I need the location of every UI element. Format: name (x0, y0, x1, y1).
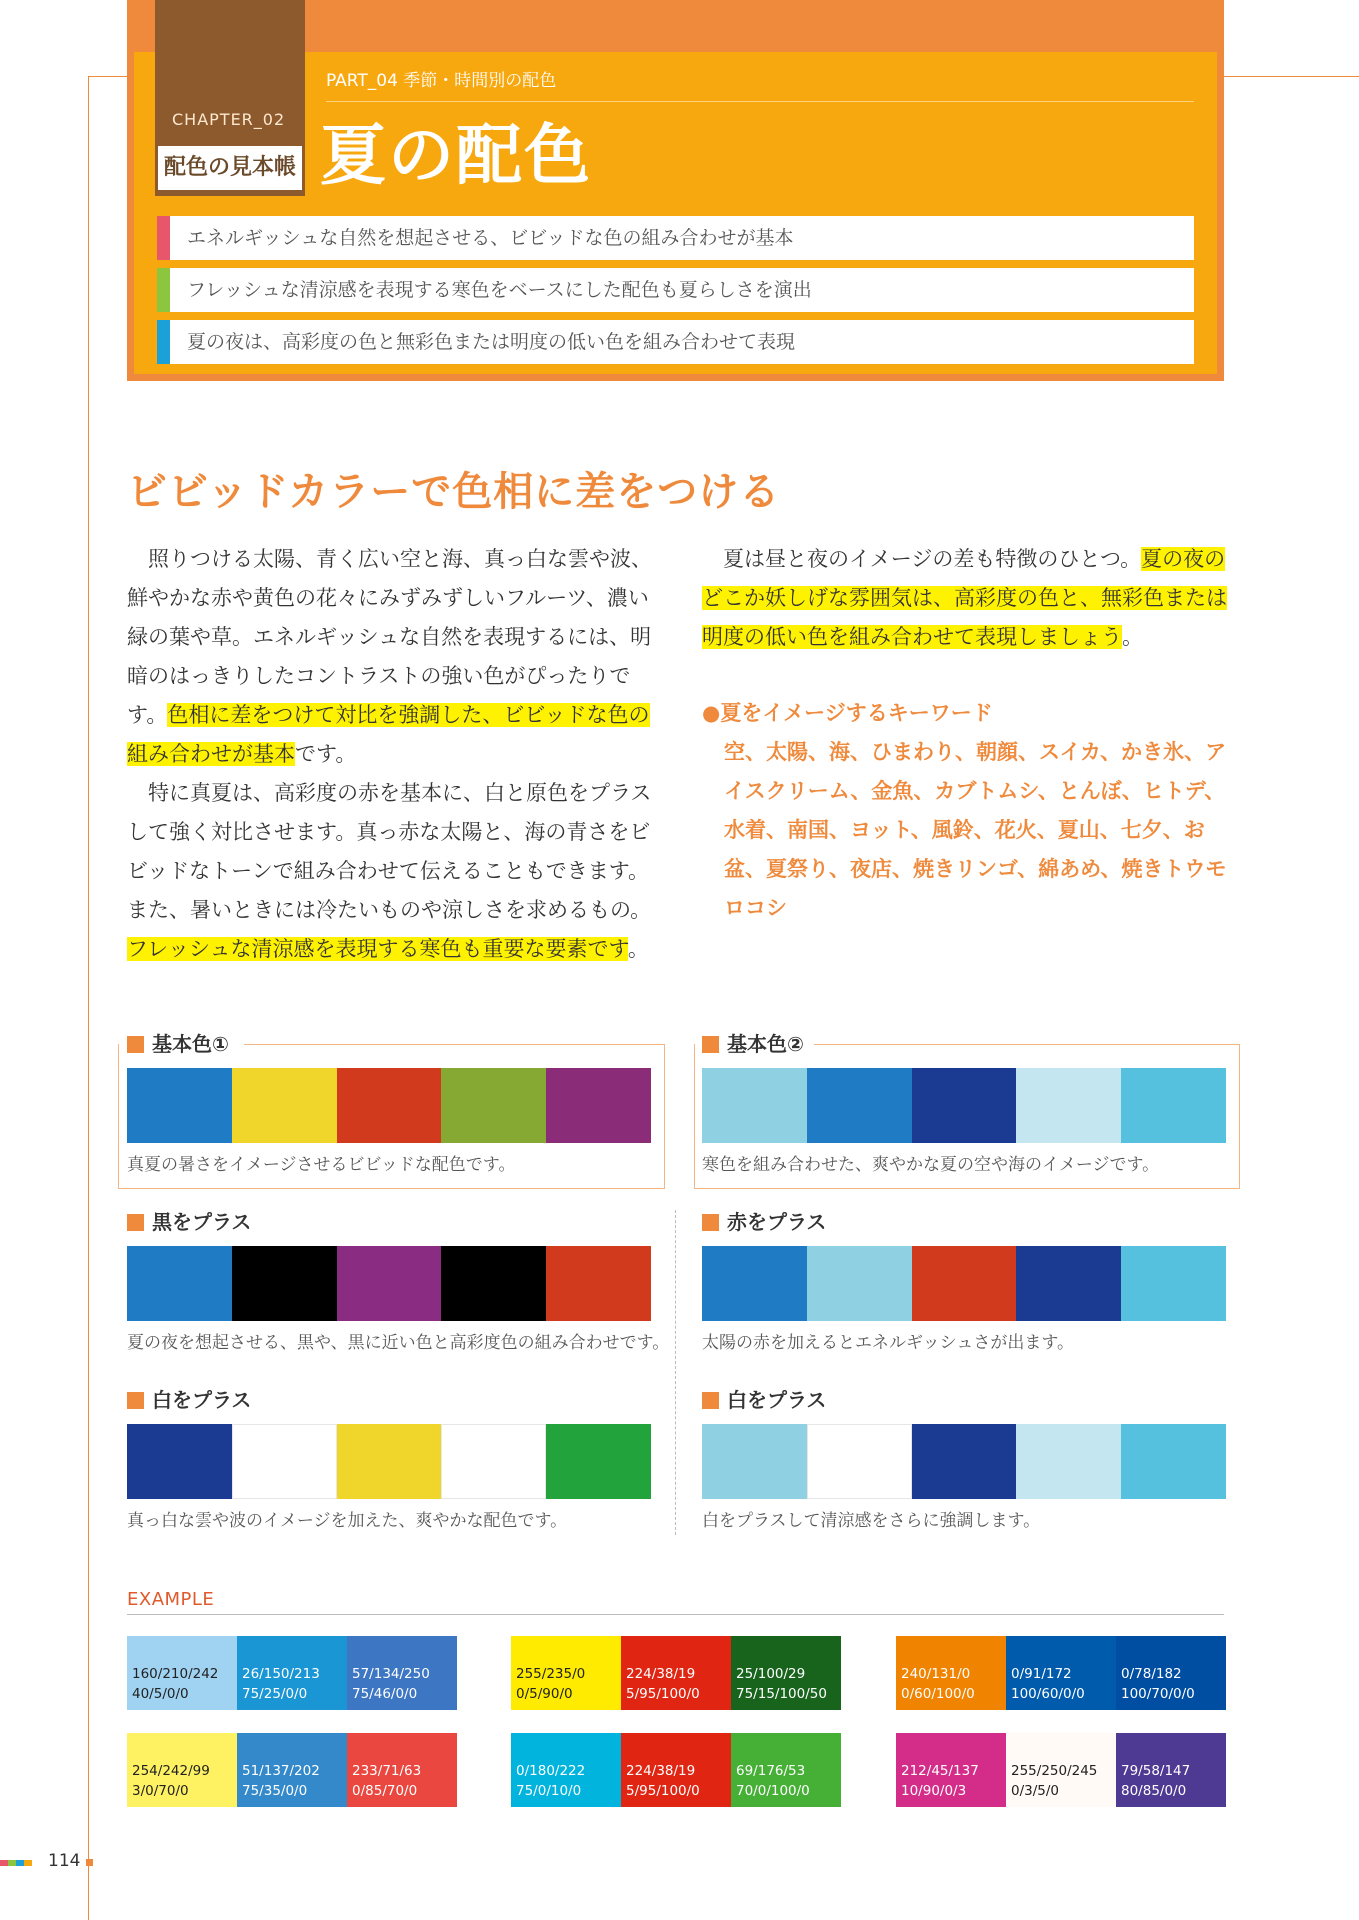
rgb-value: 255/235/0 (516, 1666, 586, 1682)
rgb-value: 254/242/99 (132, 1763, 210, 1779)
cmyk-value: 40/5/0/0 (132, 1686, 189, 1702)
cmyk-value: 5/95/100/0 (626, 1783, 700, 1799)
cmyk-value: 3/0/70/0 (132, 1783, 189, 1799)
example-swatch (127, 1636, 237, 1710)
rgb-value: 26/150/213 (242, 1666, 320, 1682)
key-point (157, 268, 1194, 312)
cmyk-value: 0/85/70/0 (352, 1783, 418, 1799)
book-section-label: 配色の見本帳 (158, 146, 302, 190)
example-label: EXAMPLE (127, 1589, 215, 1610)
palette-swatches (127, 1424, 651, 1499)
chapter-label: CHAPTER_02 (172, 110, 286, 129)
example-swatch (1116, 1636, 1226, 1710)
color-swatch (807, 1424, 912, 1499)
keyword-heading: ●夏をイメージするキーワード (702, 701, 993, 725)
key-point-color-bar (157, 320, 170, 364)
example-row (511, 1733, 841, 1807)
color-swatch (912, 1246, 1017, 1321)
highlight-text: 夏の夜のどこか妖しげな雰囲気は、高彩度の色と、無彩色または明度の低い色を組み合わせて表現しましょう (702, 547, 1227, 649)
palette-swatches (127, 1068, 651, 1143)
frame-line-top-left (88, 76, 130, 77)
color-swatch (127, 1068, 232, 1143)
color-swatch (912, 1068, 1017, 1143)
example-swatch (731, 1636, 841, 1710)
palette-swatches (702, 1424, 1226, 1499)
palette-swatches (127, 1246, 651, 1321)
footer-bar-segment (16, 1860, 24, 1866)
color-swatch (1016, 1068, 1121, 1143)
palette-title: 白をプラス (702, 1388, 826, 1412)
color-swatch (912, 1424, 1017, 1499)
color-swatch (702, 1424, 807, 1499)
page-number: 114 (48, 1851, 81, 1871)
palette-swatches (702, 1246, 1226, 1321)
key-point-color-bar (157, 268, 170, 312)
palette-description: 白をプラスして清涼感をさらに強調します。 (702, 1511, 1041, 1531)
example-swatch (896, 1733, 1006, 1807)
example-swatch (237, 1636, 347, 1710)
cmyk-value: 75/0/10/0 (516, 1783, 582, 1799)
color-swatch (337, 1068, 442, 1143)
color-swatch (441, 1068, 546, 1143)
key-point-text: フレッシュな清涼感を表現する寒色をベースにした配色も夏らしさを演出 (187, 279, 812, 301)
page-title: 夏の配色 (320, 117, 592, 194)
example-row (127, 1733, 457, 1807)
color-swatch (1121, 1246, 1226, 1321)
example-row (511, 1636, 841, 1710)
example-row (896, 1636, 1226, 1710)
palette-description: 真っ白な雲や波のイメージを加えた、爽やかな配色です。 (127, 1511, 568, 1531)
rgb-value: 69/176/53 (736, 1763, 806, 1779)
color-swatch (546, 1246, 651, 1321)
rgb-value: 240/131/0 (901, 1666, 971, 1682)
example-swatch (731, 1733, 841, 1807)
example-row (127, 1636, 457, 1710)
example-swatch (347, 1636, 457, 1710)
rgb-value: 25/100/29 (736, 1666, 806, 1682)
cmyk-value: 70/0/100/0 (736, 1783, 810, 1799)
rgb-value: 255/250/245 (1011, 1763, 1098, 1779)
color-swatch (546, 1424, 651, 1499)
palette-swatches (702, 1068, 1226, 1143)
footer-bar-segment (0, 1860, 8, 1866)
part-label: PART_04 季節・時間別の配色 (326, 71, 557, 91)
palette-title: 基本色② (702, 1032, 804, 1056)
section-heading: ビビッドカラーで色相に差をつける (127, 469, 781, 515)
color-swatch (337, 1246, 442, 1321)
key-point-text: 夏の夜は、高彩度の色と無彩色または明度の低い色を組み合わせて表現 (187, 331, 796, 353)
rgb-value: 0/180/222 (516, 1763, 586, 1779)
body-paragraph: 夏は昼と夜のイメージの差も特徴のひとつ。夏の夜のどこか妖しげな雰囲気は、高彩度の色と、無彩色または明度の低い色を組み合わせて表現しましょう。 (702, 547, 1227, 649)
color-swatch (441, 1424, 546, 1499)
color-swatch (1121, 1068, 1226, 1143)
rgb-value: 57/134/250 (352, 1666, 430, 1682)
example-swatch (1116, 1733, 1226, 1807)
palette-description: 真夏の暑さをイメージさせるビビッドな配色です。 (127, 1155, 516, 1175)
rgb-value: 224/38/19 (626, 1763, 696, 1779)
footer-bar-segment (8, 1860, 16, 1866)
key-point (157, 320, 1194, 364)
color-swatch (441, 1246, 546, 1321)
key-point-text: エネルギッシュな自然を想起させる、ビビッドな色の組み合わせが基本 (187, 227, 794, 249)
frame-line-left (88, 76, 89, 1920)
color-swatch (1016, 1246, 1121, 1321)
body-column-left (127, 540, 652, 969)
frame-line-top-right (1222, 76, 1359, 77)
cmyk-value: 10/90/0/3 (901, 1783, 967, 1799)
palette-title: 基本色① (127, 1032, 229, 1056)
cmyk-value: 75/46/0/0 (352, 1686, 418, 1702)
cmyk-value: 75/35/0/0 (242, 1783, 308, 1799)
color-swatch (127, 1424, 232, 1499)
cmyk-value: 0/3/5/0 (1011, 1783, 1060, 1799)
rgb-value: 0/91/172 (1011, 1666, 1072, 1682)
color-swatch (807, 1246, 912, 1321)
rgb-value: 212/45/137 (901, 1763, 979, 1779)
color-swatch (232, 1246, 337, 1321)
color-swatch (232, 1424, 337, 1499)
palette-title: 黒をプラス (127, 1210, 251, 1234)
example-swatch (237, 1733, 347, 1807)
example-divider (127, 1614, 1224, 1615)
rgb-value: 79/58/147 (1121, 1763, 1191, 1779)
color-swatch (702, 1246, 807, 1321)
example-swatch (621, 1636, 731, 1710)
palette-description: 寒色を組み合わせた、爽やかな夏の空や海のイメージです。 (702, 1155, 1160, 1175)
example-swatch (347, 1733, 457, 1807)
color-swatch (702, 1068, 807, 1143)
example-swatch (127, 1733, 237, 1807)
body-column-right (702, 540, 1227, 928)
body-paragraph: 特に真夏は、高彩度の赤を基本に、白と原色をプラスして強く対比させます。真っ赤な太陽と、海の青さをビビッドなトーンで組み合わせて伝えることもできます。また、暑いときには冷たいものや涼しさを求めるもの。フレッシュな清涼感を表現する寒色も重要な要素です。 (127, 781, 652, 961)
rgb-value: 160/210/242 (132, 1666, 219, 1682)
cmyk-value: 100/60/0/0 (1011, 1686, 1085, 1702)
rgb-value: 51/137/202 (242, 1763, 320, 1779)
key-point-color-bar (157, 216, 170, 260)
highlight-text: フレッシュな清涼感を表現する寒色も重要な要素です (127, 937, 628, 961)
rgb-value: 0/78/182 (1121, 1666, 1182, 1682)
example-swatch (896, 1636, 1006, 1710)
palette-frame-top-right (814, 1044, 1240, 1045)
color-swatch (337, 1424, 442, 1499)
keyword-list: 空、太陽、海、ひまわり、朝顔、スイカ、かき氷、アイスクリーム、金魚、カブトムシ、とんぼ、ヒトデ、水着、南国、ヨット、風鈴、花火、夏山、七夕、お盆、夏祭り、夜店、焼きリンゴ、綿あめ、焼きトウモロコシ (724, 740, 1227, 920)
cmyk-value: 75/25/0/0 (242, 1686, 308, 1702)
color-swatch (807, 1068, 912, 1143)
palette-description: 太陽の赤を加えるとエネルギッシュさが出ます。 (702, 1333, 1074, 1353)
highlight-text: 色相に差をつけて対比を強調した、ビビッドな色の組み合わせが基本 (127, 703, 650, 766)
key-point (157, 216, 1194, 260)
cmyk-value: 100/70/0/0 (1121, 1686, 1195, 1702)
example-row (896, 1733, 1226, 1807)
example-swatch (621, 1733, 731, 1807)
body-paragraph: 照りつける太陽、青く広い空と海、真っ白な雲や波、鮮やかな赤や黄色の花々にみずみずしいフルーツ、濃い緑の葉や草。エネルギッシュな自然を表現するには、明暗のはっきりしたコントラストの強い色がぴったりです。色相に差をつけて対比を強調した、ビビッドな色の組み合わせが基本です。 (127, 547, 652, 766)
example-swatch (511, 1733, 621, 1807)
color-swatch (1121, 1424, 1226, 1499)
color-swatch (546, 1068, 651, 1143)
cmyk-value: 80/85/0/0 (1121, 1783, 1187, 1799)
palette-frame-top-left (244, 1044, 665, 1045)
footer-bar-segment (24, 1860, 32, 1866)
example-swatch (1006, 1636, 1116, 1710)
part-divider (326, 101, 1194, 102)
column-divider (675, 1210, 676, 1535)
color-swatch (127, 1246, 232, 1321)
palette-title: 赤をプラス (702, 1210, 826, 1234)
cmyk-value: 0/5/90/0 (516, 1686, 573, 1702)
page-number-marker (86, 1859, 93, 1866)
palette-description: 夏の夜を想起させる、黒や、黒に近い色と高彩度色の組み合わせです。 (127, 1333, 670, 1353)
cmyk-value: 75/15/100/50 (736, 1686, 827, 1702)
rgb-value: 233/71/63 (352, 1763, 422, 1779)
color-swatch (1016, 1424, 1121, 1499)
rgb-value: 224/38/19 (626, 1666, 696, 1682)
cmyk-value: 5/95/100/0 (626, 1686, 700, 1702)
example-swatch (1006, 1733, 1116, 1807)
palette-title: 白をプラス (127, 1388, 251, 1412)
color-swatch (232, 1068, 337, 1143)
example-swatch (511, 1636, 621, 1710)
cmyk-value: 0/60/100/0 (901, 1686, 975, 1702)
